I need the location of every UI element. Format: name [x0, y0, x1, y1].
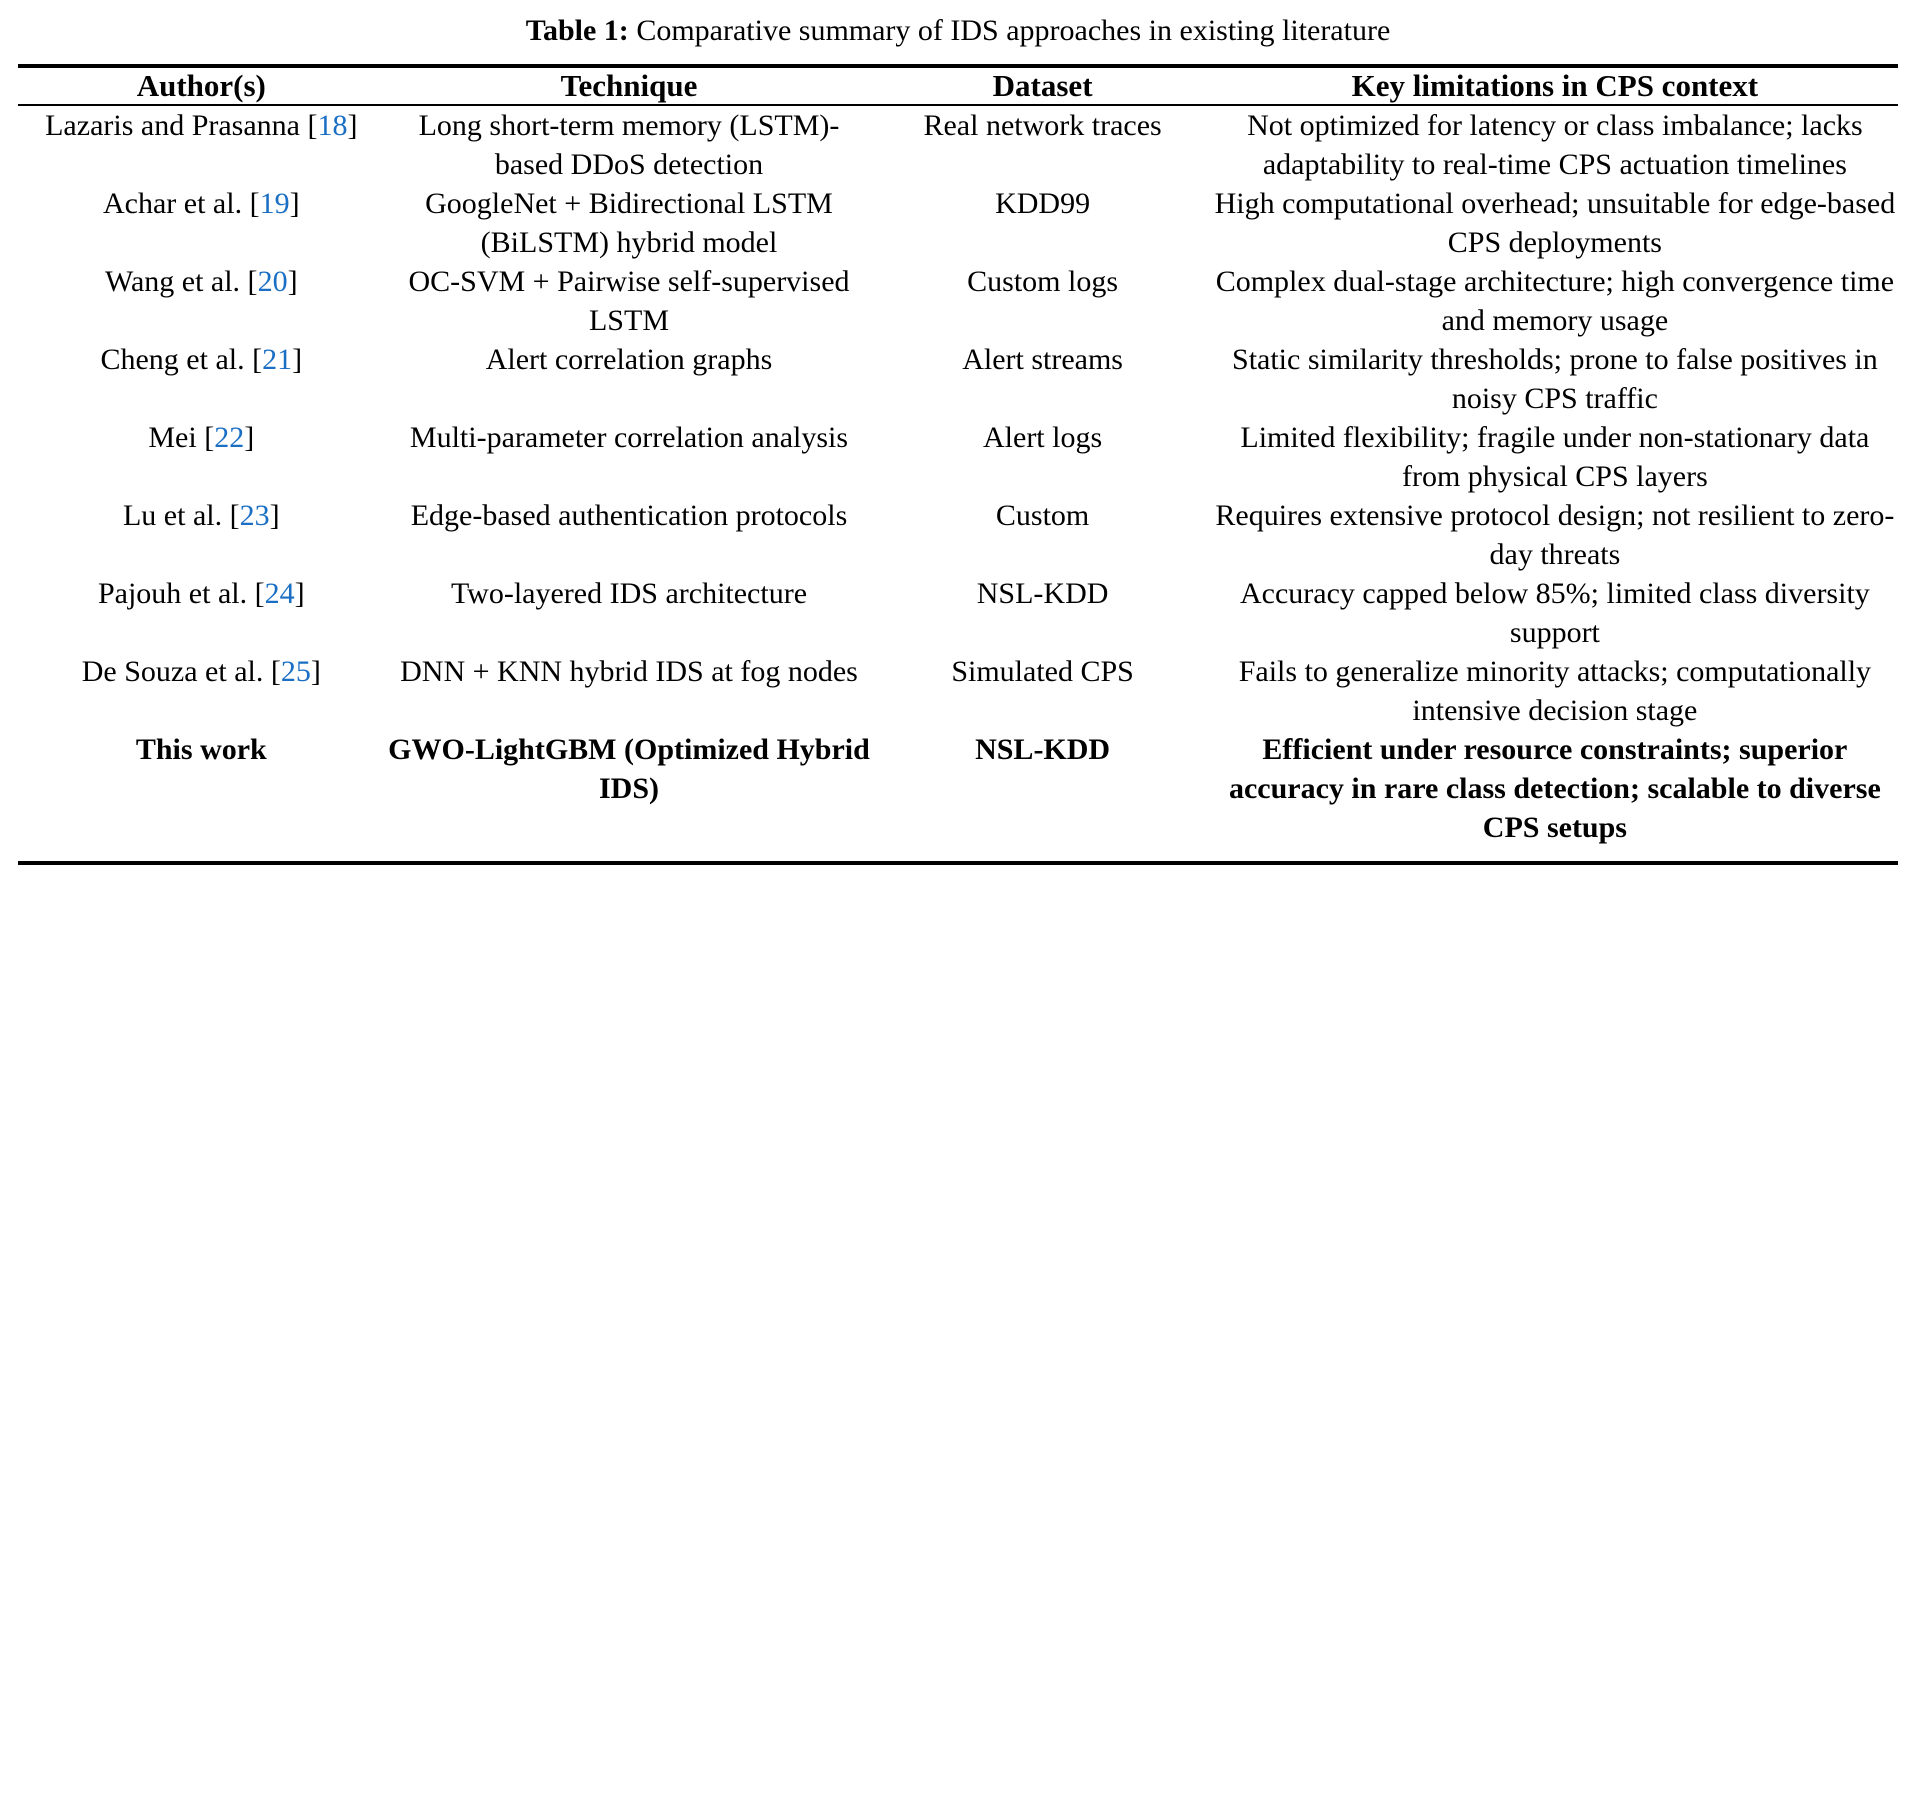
table-body	[18, 105, 1898, 863]
cell-author: Lazaris and Prasanna [18]	[45, 108, 358, 142]
cell-dataset: NSL-KDD	[873, 730, 1211, 863]
cell-limitation: Complex dual-stage architecture; high convergence time and memory usage	[1215, 264, 1895, 337]
column-header-limitations: Key limitations in CPS context	[1212, 66, 1898, 105]
cell-dataset: KDD99	[995, 186, 1091, 220]
comparative-summary-table	[18, 64, 1898, 865]
cell-technique: GoogleNet + Bidirectional LSTM (BiLSTM) hybrid model	[425, 186, 833, 259]
cell-technique: DNN + KNN hybrid IDS at fog nodes	[400, 654, 858, 688]
column-header-dataset: Dataset	[873, 66, 1211, 105]
cell-technique: OC-SVM + Pairwise self-supervised LSTM	[408, 264, 850, 337]
cell-author: Wang et al. [20]	[105, 264, 298, 298]
column-header-author: Author(s)	[18, 66, 385, 105]
table-row	[18, 496, 1898, 574]
cell-technique: Edge-based authentication protocols	[410, 498, 848, 532]
table-row	[18, 574, 1898, 652]
cell-dataset: NSL-KDD	[976, 576, 1109, 610]
citation-ref[interactable]: 23	[239, 498, 270, 532]
table-row	[18, 652, 1898, 730]
cell-limitation: Accuracy capped below 85%; limited class diversity support	[1239, 576, 1870, 649]
table-row	[18, 340, 1898, 418]
cell-technique: Two-layered IDS architecture	[450, 576, 808, 610]
table-row	[18, 105, 1898, 184]
cell-limitation: Static similarity thresholds; prone to false positives in noisy CPS traffic	[1232, 342, 1878, 415]
citation-ref[interactable]: 20	[257, 264, 288, 298]
citation-ref[interactable]: 18	[317, 108, 348, 142]
table-header	[18, 66, 1898, 105]
cell-dataset: Custom	[995, 498, 1090, 532]
cell-dataset: Custom logs	[967, 264, 1119, 298]
header-row	[18, 66, 1898, 105]
table-row	[18, 262, 1898, 340]
table-caption	[18, 12, 1898, 50]
cell-limitation: Requires extensive protocol design; not resilient to zero-day threats	[1215, 498, 1895, 571]
caption-text: Comparative summary of IDS approaches in existing literature	[636, 14, 1391, 47]
cell-author: This work	[18, 730, 385, 863]
cell-limitation: Efficient under resource constraints; superior accuracy in rare class detection; scalable to diverse CPS setups	[1212, 730, 1898, 863]
cell-author: Pajouh et al. [24]	[97, 576, 305, 610]
cell-technique: Multi-parameter correlation analysis	[409, 420, 849, 454]
citation-ref[interactable]: 21	[262, 342, 293, 376]
citation-ref[interactable]: 22	[214, 420, 245, 454]
cell-author: Achar et al. [19]	[103, 186, 300, 220]
table-row	[18, 184, 1898, 262]
cell-limitation: Fails to generalize minority attacks; computationally intensive decision stage	[1238, 654, 1872, 727]
cell-technique: GWO-LightGBM (Optimized Hybrid IDS)	[385, 730, 874, 863]
cell-dataset: Real network traces	[923, 108, 1162, 142]
table-row	[18, 730, 1898, 863]
cell-technique: Long short-term memory (LSTM)-based DDoS detection	[418, 108, 840, 181]
cell-limitation: Limited flexibility; fragile under non-stationary data from physical CPS layers	[1240, 420, 1870, 493]
cell-author: Lu et al. [23]	[122, 498, 280, 532]
cell-limitation: Not optimized for latency or class imbalance; lacks adaptability to real-time CPS actuation timelines	[1247, 108, 1863, 181]
cell-dataset: Alert streams	[962, 342, 1123, 376]
citation-ref[interactable]: 25	[280, 654, 311, 688]
cell-author: Cheng et al. [21]	[100, 342, 303, 376]
table-page	[0, 0, 1916, 875]
cell-author: Mei [22]	[148, 420, 255, 454]
cell-dataset: Simulated CPS	[951, 654, 1134, 688]
cell-author: De Souza et al. [25]	[81, 654, 321, 688]
column-header-technique: Technique	[385, 66, 874, 105]
caption-label: Table 1:	[525, 14, 629, 47]
citation-ref[interactable]: 19	[259, 186, 290, 220]
cell-technique: Alert correlation graphs	[485, 342, 773, 376]
table-row	[18, 418, 1898, 496]
citation-ref[interactable]: 24	[264, 576, 295, 610]
cell-limitation: High computational overhead; unsuitable for edge-based CPS deployments	[1214, 186, 1896, 259]
cell-dataset: Alert logs	[983, 420, 1103, 454]
